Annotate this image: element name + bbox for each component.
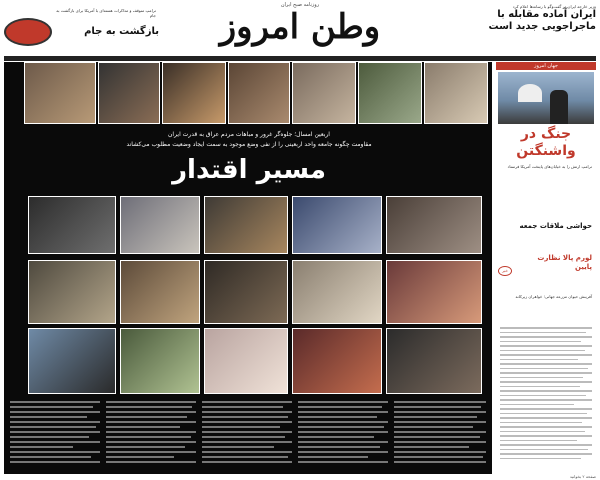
dome-shape	[518, 84, 542, 102]
sidebar-photo	[498, 72, 594, 124]
photo	[228, 62, 290, 124]
photo	[28, 196, 116, 254]
sidebar-text-lines	[500, 324, 592, 462]
feature-headline[interactable]: مسیر اقتدار	[172, 155, 326, 185]
sidebar-subtext: ترامپ ارتش را به خیابان‌های پایتخت آمریکا فرستاد	[507, 164, 592, 169]
main-feature	[4, 62, 492, 474]
photo	[28, 260, 116, 324]
right-teaser-headline: ایران آماده مقابله با ماجراجویی جدید است	[488, 9, 596, 32]
photo	[162, 62, 226, 124]
caption-line-1: اربعین امسال؛ جلوه‌گر غرور و مباهات مردم عراق به قدرت ایران	[168, 131, 330, 138]
photo	[292, 196, 382, 254]
figure-shape	[550, 90, 568, 124]
masthead	[0, 0, 600, 58]
photo	[204, 260, 288, 324]
article-column	[10, 398, 100, 470]
article-column	[106, 398, 196, 470]
sidebar-paragraph: آفرینش حیوان مزرعه جهانی؛ خواهران زیرکانه	[515, 294, 592, 299]
article-column	[298, 398, 388, 470]
sidebar-note-1[interactable]: حواشی ملاقات جمعه	[519, 222, 592, 230]
feature-caption	[64, 130, 434, 150]
section-tab[interactable]: جهان امروز	[496, 62, 596, 70]
newspaper-logo: وطن امروز	[219, 7, 381, 47]
photo	[204, 196, 288, 254]
photo	[292, 260, 382, 324]
sidebar	[496, 62, 596, 474]
left-teaser-small: ترامپ متوقف و مذاکرات هسته‌ای با آمریکا برای بازگشت به جام	[56, 8, 156, 18]
photo	[292, 62, 356, 124]
article-column	[394, 398, 486, 470]
photo	[386, 196, 482, 254]
dateline-bar	[4, 56, 596, 61]
photo	[292, 328, 382, 394]
caption-line-2: مقاومت چگونه جامعه واحد اربعینی را از نفی وضع موجود به سمت ایجاد وضعیت مطلوب می‌کشاند	[126, 141, 372, 148]
photo	[120, 260, 200, 324]
sidebar-note-2[interactable]: لورم پالا نظارت پایین	[537, 254, 592, 271]
left-teaser-headline: بازگشت به جام	[84, 26, 159, 37]
footer-note: صفحه ۲ بخوانید	[569, 474, 596, 479]
badge: خبر	[498, 266, 512, 276]
photo	[204, 328, 288, 394]
article-column	[202, 398, 292, 470]
right-teaser-small: وزیر خارجه ایران در گفت‌وگو با رسانه‌ها اعلام کرد	[512, 4, 596, 9]
photo	[386, 260, 482, 324]
sidebar-red-headline[interactable]: جنگ در واشنگتن	[516, 126, 576, 159]
tagline: روزنامه صبح ایران	[280, 2, 320, 8]
photo	[386, 328, 482, 394]
photo	[120, 328, 200, 394]
masthead-logo-block	[165, 2, 435, 56]
masthead-left-teaser[interactable]	[4, 6, 159, 52]
photo	[28, 328, 116, 394]
photo	[24, 62, 96, 124]
photo	[358, 62, 422, 124]
masthead-right-teaser[interactable]	[446, 4, 596, 33]
photo	[120, 196, 200, 254]
photo	[98, 62, 160, 124]
photo	[424, 62, 488, 124]
teaser-thumbnail	[4, 18, 52, 46]
